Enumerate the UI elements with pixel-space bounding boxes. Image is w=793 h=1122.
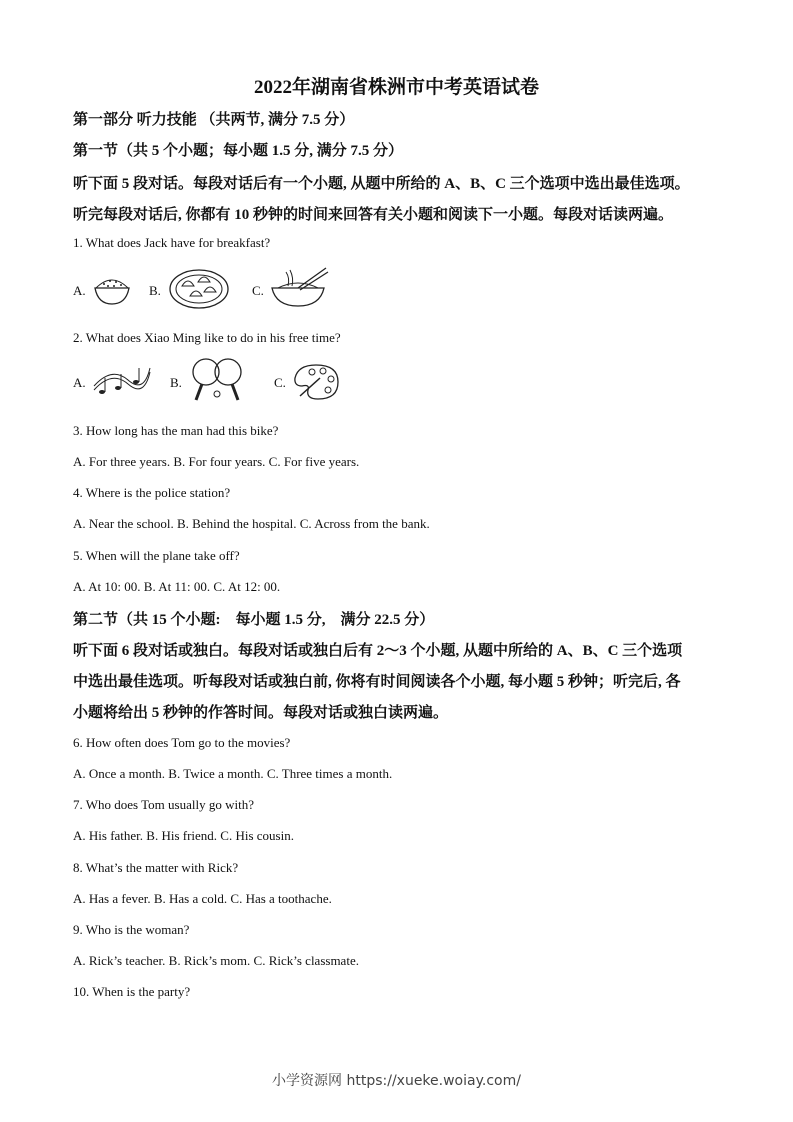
option-label: B. (170, 375, 182, 390)
option-label: B. (149, 283, 161, 298)
dumplings-icon (168, 268, 230, 310)
option-label: A. (73, 375, 86, 390)
question-1: 1. What does Jack have for breakfast? (73, 235, 271, 250)
part-heading: 第一部分 听力技能 （共两节, 满分 7.5 分） (73, 112, 355, 128)
answer-options: A. For three years. B. For four years. C. For five years. (73, 454, 360, 469)
answer-options: A. Has a fever. B. Has a cold. C. Has a toothache. (73, 891, 332, 906)
instruction-line: 听完每段对话后, 你都有 10 秒钟的时间来回答有关小题和阅读下一小题。每段对话读两遍。 (73, 207, 674, 223)
answer-options: A. Near the school. B. Behind the hospital. C. Across from the bank. (73, 516, 430, 531)
section1-heading: 第一节（共 5 个小题；每小题 1.5 分, 满分 7.5 分） (73, 143, 404, 159)
footer-watermark: 小学资源网 https://xueke.woiay.com/ (272, 1073, 521, 1089)
question-5: 5. When will the plane take off? (73, 548, 240, 563)
instruction-line: 听下面 6 段对话或独白。每段对话或独白后有 2～3 个小题, 从题中所给的 A、B、C 三个选项 (73, 643, 683, 659)
page-title: 2022年湖南省株洲市中考英语试卷 (253, 77, 539, 98)
answer-options: A. His father. B. His friend. C. His cousin. (73, 828, 294, 843)
question-7: 7. Who does Tom usually go with? (73, 797, 254, 812)
question-2: 2. What does Xiao Ming like to do in his free time? (73, 330, 341, 345)
ping-pong-icon (188, 356, 246, 404)
answer-options: A. At 10: 00. B. At 11: 00. C. At 12: 00. (73, 579, 281, 594)
question-6: 6. How often does Tom go to the movies? (73, 735, 291, 750)
question-9: 9. Who is the woman? (73, 922, 190, 937)
option-label: C. (252, 283, 264, 298)
painting-palette-icon (292, 362, 340, 402)
instruction-line: 小题将给出 5 秒钟的作答时间。每段对话或独白读两遍。 (73, 705, 449, 721)
question-4: 4. Where is the police station? (73, 485, 231, 500)
instruction-line: 中选出最佳选项。听每段对话或独白前, 你将有时间阅读各个小题, 每小题 5 秒钟；听完后, 各 (73, 674, 681, 690)
option-label: C. (274, 375, 286, 390)
instruction-line: 听下面 5 段对话。每段对话后有一个小题, 从题中所给的 A、B、C 三个选项中选出最佳选项。 (73, 176, 690, 192)
rice-bowl-icon (92, 272, 132, 308)
question-10: 10. When is the party? (73, 984, 191, 999)
question-3: 3. How long has the man had this bike? (73, 423, 279, 438)
answer-options: A. Once a month. B. Twice a month. C. Three times a month. (73, 766, 393, 781)
answer-options: A. Rick’s teacher. B. Rick’s mom. C. Rick’s classmate. (73, 953, 359, 968)
section2-heading: 第二节（共 15 个小题: 每小题 1.5 分, 满分 22.5 分） (73, 612, 435, 628)
option-label: A. (73, 283, 86, 298)
music-notes-icon (92, 360, 152, 400)
noodles-icon (268, 264, 330, 310)
question-8: 8. What’s the matter with Rick? (73, 860, 239, 875)
